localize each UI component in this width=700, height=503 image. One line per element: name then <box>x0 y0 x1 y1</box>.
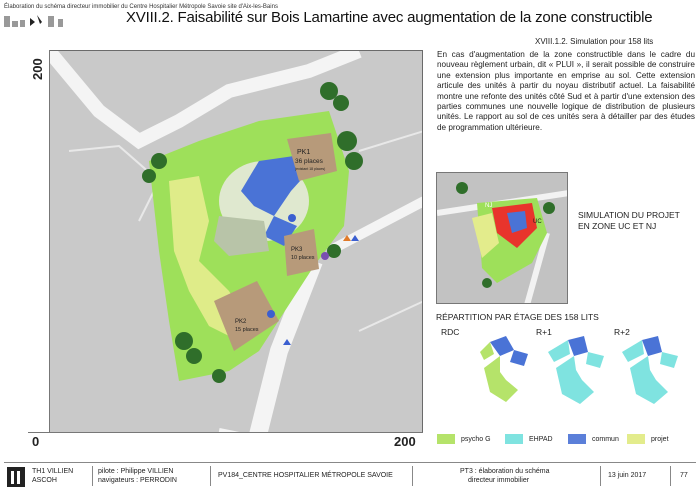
legend-item-ehpad <box>505 432 553 446</box>
legend-label: psycho G <box>461 435 491 443</box>
footer-phase-line1: PT3 : élaboration du schéma <box>460 468 550 475</box>
parking-pk1-places: 36 places <box>295 158 323 165</box>
scale-ruler-vertical-label: 200 <box>30 58 45 80</box>
parking-pk3-places: 10 places <box>291 255 315 261</box>
footer-org-line2: ASCOH <box>32 477 57 484</box>
legend-swatch <box>568 434 586 444</box>
site-plan-drawing <box>29 51 423 450</box>
footer-phase-line2: directeur immobilier <box>468 477 530 484</box>
floor-label-rdc: RDC <box>441 327 460 337</box>
page-title: XVIII.2. Faisabilité sur Bois Lamartine avec augmentation de la zone constructible <box>126 9 653 26</box>
inset-zoning-drawing <box>437 173 568 304</box>
site-plan <box>28 50 423 450</box>
scale-ruler-vertical <box>28 50 50 450</box>
parking-pk1-label: PK1 <box>297 149 311 156</box>
page-number: 77 <box>680 472 688 479</box>
footer-separator <box>210 466 211 486</box>
floor-plan-rdc <box>470 332 534 412</box>
parking-pk1-existing: (existant 18 places) <box>295 167 326 171</box>
footer-separator <box>670 466 671 486</box>
parking-pk3-label: PK3 <box>291 247 303 253</box>
parking-pk2-places: 15 places <box>235 327 259 333</box>
legend-swatch <box>437 434 455 444</box>
floor-label-r1: R+1 <box>536 327 552 337</box>
footer-pilot: pilote : Philippe VILLIEN <box>98 468 174 475</box>
zone-nj-label: NJ <box>485 203 493 209</box>
footer-separator <box>92 466 93 486</box>
section-subtitle: XVIII.1.2. Simulation pour 158 lits <box>535 37 654 46</box>
scale-ruler-horizontal <box>28 432 423 450</box>
firm-logo-icon <box>6 466 26 488</box>
legend-label: commun <box>592 435 619 443</box>
scale-ruler-end: 200 <box>394 434 416 449</box>
floor-plan-r2 <box>612 332 684 412</box>
floor-plan-r1 <box>540 332 610 412</box>
footer-separator <box>412 466 413 486</box>
footer-separator <box>600 466 601 486</box>
zone-uc-label: UC <box>533 219 542 225</box>
inset-zoning-map <box>436 172 568 304</box>
legend-item-commun <box>568 432 619 446</box>
legend-label: projet <box>651 435 669 443</box>
simulation-label: SIMULATION DU PROJET EN ZONE UC ET NJ <box>578 210 680 231</box>
floor-label-r2: R+2 <box>614 327 630 337</box>
parking-pk2-label: PK2 <box>235 319 247 325</box>
repartition-title: RÉPARTITION PAR ÉTAGE DES 158 LITS <box>436 312 599 322</box>
footer-org-line1: TH1 VILLIEN <box>32 468 74 475</box>
description-text: En cas d'augmentation de la zone constructible dans le cadre du nouveau règlement urbain, dit « PLUI », il serait possible de construire une extension plus importante en emprise au sol. Cette extension articule des unités à partir du noyau distributif actuel. La faisabilité montre une refonte des unités côté Sud et à partir d'une extension des parties communes une nouvelle logique de distribution de plusieurs unités. Le rapport au sol de ces unités sera à détailler par des études de programmation ultérieure. <box>437 50 695 132</box>
footer-navigators: navigateurs : PERRODIN <box>98 477 177 484</box>
legend-item-projet <box>627 432 669 446</box>
legend-swatch <box>627 434 645 444</box>
legend-swatch <box>505 434 523 444</box>
footer-project: PV184_CENTRE HOSPITALIER MÉTROPOLE SAVOIE <box>218 472 393 479</box>
pictogram-row <box>4 12 94 28</box>
scale-ruler-start: 0 <box>32 434 40 449</box>
document-caption: Élaboration du schéma directeur immobilier du Centre Hospitalier Métropole Savoie site d'Aix-les-Bains <box>4 4 278 10</box>
footer-divider <box>4 462 696 463</box>
legend-label: EHPAD <box>529 435 553 443</box>
footer-date: 13 juin 2017 <box>608 472 647 479</box>
legend-item-psycho <box>437 432 491 446</box>
